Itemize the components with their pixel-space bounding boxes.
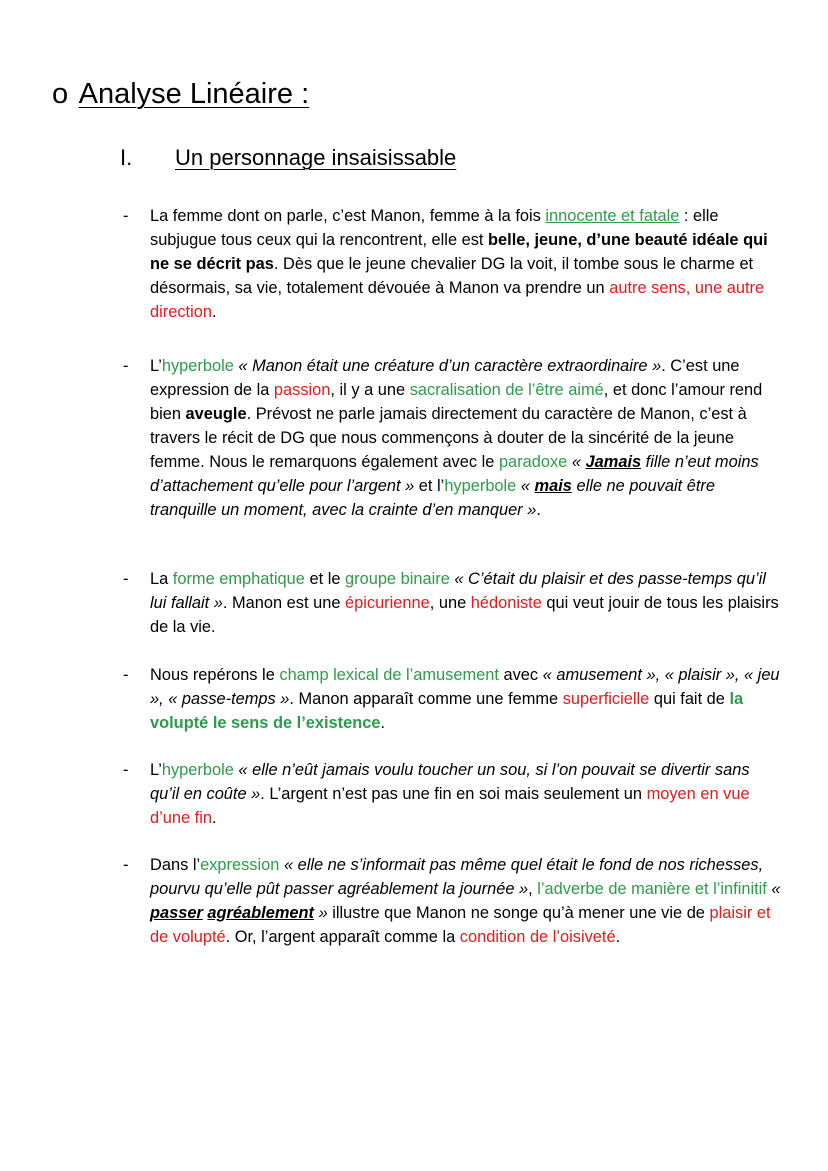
text-run: La (150, 570, 173, 588)
text-run: . (211, 303, 217, 321)
text-run: expression (200, 856, 280, 874)
section-heading (120, 144, 456, 172)
paragraph-body (150, 204, 783, 324)
text-run: . C’est une expression de la (150, 357, 740, 399)
paragraph-body (150, 354, 783, 522)
text-run: « amusement », « plaisir », « jeu », « passe-temps » (150, 666, 780, 708)
text-run: hyperbole (444, 477, 517, 495)
text-run: superficielle (562, 690, 650, 708)
text-run: . Manon est une (222, 594, 345, 612)
text-run: L’ (150, 357, 162, 375)
paragraph-1 (123, 204, 783, 324)
text-run: . (211, 809, 217, 827)
text-run: Nous repérons le (150, 666, 280, 684)
text-run: autre sens, une autre direction (150, 279, 765, 321)
text-run: . L’argent n’est pas une fin en soi mais seulement un (260, 785, 647, 803)
text-run: sacralisation de l’être aimé (409, 381, 604, 399)
text-run: elle ne pouvait être tranquille un moment, avec la crainte d’en manquer » (150, 477, 715, 519)
title-bullet: o (52, 78, 69, 110)
text-run: groupe binaire (345, 570, 450, 588)
text-run: et le (304, 570, 346, 588)
text-run: , et donc l’amour rend bien (150, 381, 763, 423)
list-dash: - (123, 666, 129, 684)
text-run: « (571, 453, 586, 471)
paragraph-body (150, 663, 783, 735)
text-run: mais (534, 477, 572, 495)
text-run: qui veut jouir de tous les plaisirs de la vie. (150, 594, 779, 636)
text-run: épicurienne (345, 594, 430, 612)
paragraph-2 (123, 354, 783, 522)
text-run: innocente et fatale (545, 207, 680, 225)
text-run: passer (150, 904, 203, 922)
text-run: champ lexical de l’amusement (279, 666, 499, 684)
text-run: L’ (150, 761, 162, 779)
text-run: paradoxe (498, 453, 568, 471)
text-run: et l’ (414, 477, 445, 495)
paragraph-body (150, 758, 783, 830)
text-run: La femme dont on parle, c’est Manon, femme à la fois (150, 207, 546, 225)
list-dash: - (123, 207, 129, 225)
paragraph-3 (123, 567, 783, 639)
text-run: l’adverbe de manière et l’infinitif (537, 880, 767, 898)
paragraph-5 (123, 758, 783, 830)
text-run: . (615, 928, 621, 946)
text-run: : elle subjugue tous ceux qui la rencontrent, elle est (150, 207, 719, 249)
list-dash: - (123, 357, 129, 375)
title-text: Analyse Linéaire : (78, 78, 310, 110)
text-run: hyperbole (161, 761, 234, 779)
text-run: qui fait de (649, 690, 730, 708)
text-run: . Prévost ne parle jamais directement du caractère de Manon, c’est à travers le récit de DG que nous commençons à douter de la sincérité de la jeune femme. Nous le remarquons également avec le (150, 405, 747, 471)
text-run: aveugle (185, 405, 247, 423)
text-run: « (520, 477, 535, 495)
text-run: , (528, 880, 538, 898)
section-number: I. (120, 145, 133, 170)
text-run: moyen en vue d’une fin (150, 785, 750, 827)
text-run: passion (273, 381, 331, 399)
list-dash: - (123, 570, 129, 588)
text-run: hédoniste (470, 594, 542, 612)
paragraph-body (150, 853, 783, 949)
text-run: « elle n’eût jamais voulu toucher un sou, si l’on pouvait se divertir sans qu’il en coûte » (150, 761, 750, 803)
text-run: avec (498, 666, 543, 684)
text-run: la volupté le sens de l’existence (150, 690, 744, 732)
text-run: agréablement (207, 904, 315, 922)
text-run: , il y a une (330, 381, 410, 399)
text-run: plaisir et de volupté (150, 904, 771, 946)
text-run: belle, jeune, d’une beauté idéale qui ne se décrit pas (150, 231, 768, 273)
text-run: » (314, 904, 328, 922)
text-run: fille n’eut moins d’attachement qu’elle pour l’argent » (150, 453, 759, 495)
text-run: « (771, 880, 781, 898)
text-run: « Manon était une créature d’un caractère extraordinaire » (238, 357, 662, 375)
section-title: Un personnage insaisissable (175, 145, 457, 170)
paragraph-body (150, 567, 783, 639)
paragraph-4 (123, 663, 783, 735)
text-run: illustre que Manon ne songe qu’à mener une vie de (327, 904, 710, 922)
text-run: , une (429, 594, 471, 612)
text-run: . (536, 501, 541, 519)
text-run: hyperbole (161, 357, 234, 375)
text-run: Jamais (585, 453, 642, 471)
text-run: . Manon apparaît comme une femme (289, 690, 563, 708)
paragraph-6 (123, 853, 783, 949)
text-run: . Dès que le jeune chevalier DG la voit, il tombe sous le charme et désormais, sa vie, totalement dévouée à Manon va prendre un (150, 255, 754, 297)
text-run: . (380, 714, 386, 732)
text-run: Dans l’ (150, 856, 201, 874)
text-run: « elle ne s’informait pas même quel était le fond de nos richesses, pourvu qu’elle pût passer agréablement la journée » (150, 856, 764, 898)
list-dash: - (123, 761, 129, 779)
text-run: condition de l’oisiveté (459, 928, 616, 946)
text-run: forme emphatique (172, 570, 305, 588)
list-dash: - (123, 856, 129, 874)
text-run: . Or, l’argent apparaît comme la (225, 928, 460, 946)
text-run: « C’était du plaisir et des passe-temps qu’il lui fallait » (150, 570, 766, 612)
page-title (52, 76, 309, 112)
